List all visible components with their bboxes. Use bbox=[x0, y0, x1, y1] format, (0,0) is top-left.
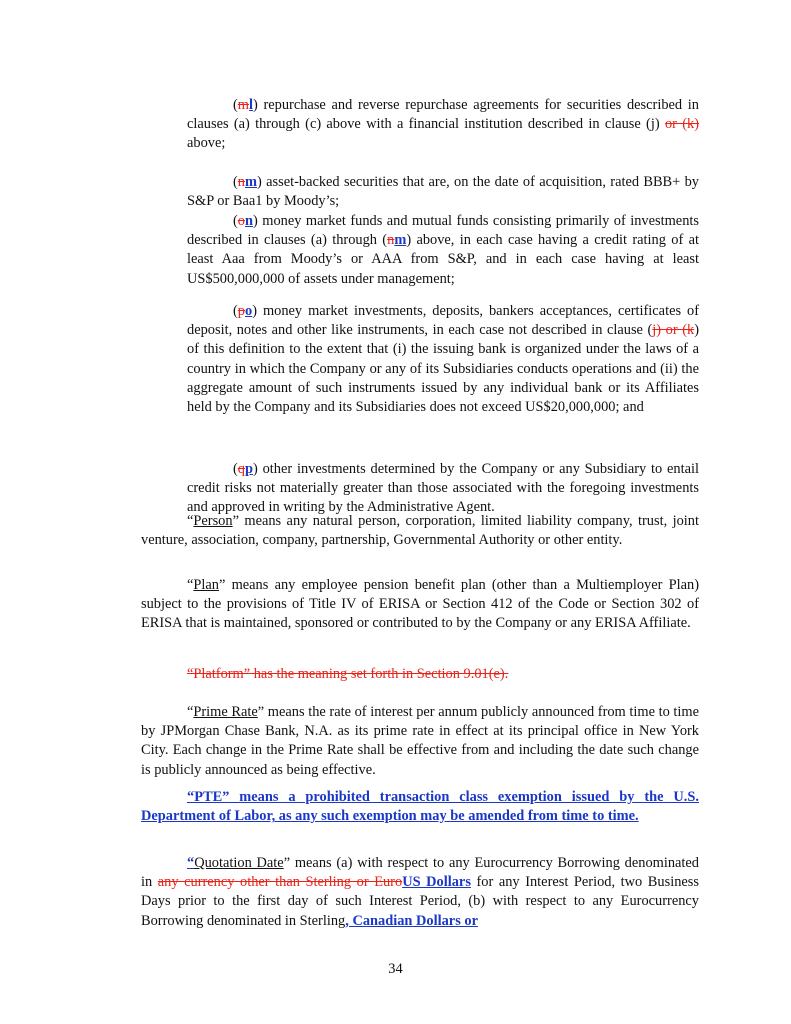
definition-pte-inserted bbox=[141, 788, 699, 826]
text-run: for any Interest Period, two Business Days prior to the first day of such Interest Period, (b) with respect to any Eurocurrency Borrowing denominated in Sterling bbox=[141, 874, 699, 929]
defined-term: Prime Rate bbox=[193, 704, 258, 720]
page-number: 34 bbox=[388, 961, 403, 977]
deleted-text: q bbox=[237, 461, 245, 477]
paragraph-clause-p bbox=[187, 460, 699, 518]
text-run: ) asset-backed securities that are, on the date of acquisition, rated BBB+ by S&P or Baa1 by Moody’s; bbox=[187, 174, 699, 210]
paragraph-clause-l bbox=[187, 96, 699, 154]
deleted-text: “Platform” has the meaning set forth in Section 9.01(e). bbox=[187, 666, 509, 682]
text-run: ) repurchase and reverse repurchase agreements for securities described in clauses (a) through (c) above with a financial institution described in clause (j) bbox=[187, 97, 699, 133]
paragraph-clause-m bbox=[187, 173, 699, 211]
text-run: ) money market funds and mutual funds consisting primarily of investments described in clauses (a) through ( bbox=[187, 213, 699, 249]
inserted-text: l bbox=[249, 97, 253, 113]
inserted-text: m bbox=[394, 232, 407, 249]
text-run: ) money market investments, deposits, bankers acceptances, certificates of deposit, notes and other like instruments, in each case not described in clause ( bbox=[187, 303, 699, 339]
text-run: ” means any natural person, corporation, limited liability company, trust, joint venture, association, company, partnership, Governmental Authority or other entity. bbox=[141, 513, 699, 549]
inserted-text: US Dollars bbox=[402, 874, 471, 891]
deleted-text: o bbox=[237, 213, 245, 229]
text-run: ( bbox=[233, 303, 238, 319]
deleted-text: j) or (k bbox=[652, 322, 695, 339]
inserted-text: n bbox=[245, 213, 254, 229]
definition-platform-deleted bbox=[141, 665, 699, 684]
deleted-text: n bbox=[387, 232, 395, 249]
inserted-text: o bbox=[245, 303, 253, 319]
deleted-text: n bbox=[237, 174, 245, 190]
paragraph-clause-o bbox=[187, 302, 699, 417]
text-run: above; bbox=[187, 135, 226, 152]
text-run: ( bbox=[233, 461, 238, 477]
deleted-text: m bbox=[237, 97, 249, 113]
text-run: ) other investments determined by the Company or any Subsidiary to entail credit risks not materially greater than those associated with the foregoing investments and approved in writing by the Administrative Agent. bbox=[187, 461, 699, 516]
inserted-text: , Canadian Dollars or bbox=[345, 912, 478, 929]
deleted-text: p bbox=[237, 303, 245, 319]
inserted-text: p bbox=[245, 461, 254, 477]
defined-term: Person bbox=[193, 513, 233, 529]
defined-term: Plan bbox=[193, 577, 219, 593]
text-run: “ bbox=[187, 513, 194, 529]
definition-person bbox=[141, 512, 699, 550]
definition-plan bbox=[141, 576, 699, 634]
definition-quotation-date bbox=[141, 854, 699, 931]
inserted-text: m bbox=[245, 174, 257, 190]
text-run: ” means (a) with respect to any Eurocurrency Borrowing denominated in bbox=[141, 855, 700, 891]
deleted-text: or (k) bbox=[664, 116, 699, 133]
text-run: ( bbox=[233, 174, 238, 190]
deleted-text: any currency other than Sterling or Euro bbox=[157, 874, 403, 891]
text-run: ” means the rate of interest per annum publicly announced from time to time by JPMorgan Chase Bank, N.A. as its prime rate in effect at its principal office in New York City. Each change in the Prime Rate shall be effective from and including the date such change is publicly announced as being effective. bbox=[141, 704, 700, 778]
text-run: ) above, in each case having a credit rating of at least Aaa from Moody’s or AAA from S&P, and in each case having at least US$500,000,000 of assets under management; bbox=[187, 232, 699, 287]
defined-term: Quotation Date bbox=[194, 855, 284, 871]
inserted-text: “ bbox=[187, 855, 195, 871]
text-run: ( bbox=[233, 213, 238, 229]
text-run: “ bbox=[187, 577, 194, 593]
definition-prime-rate bbox=[141, 703, 699, 780]
inserted-text: “PTE” means a prohibited transaction class exemption issued by the U.S. Department of Labor, as any such exemption may be amended from time to time. bbox=[141, 789, 699, 825]
text-run: “ bbox=[187, 704, 194, 720]
text-run: ) of this definition to the extent that (i) the issuing bank is organized under the laws of a country in which the Company or any of its Subsidiaries conducts operations and (ii) the aggregate amount of such instruments issued by any individual bank or its Affiliates held by the Company and its Subsidiaries does not exceed US$20,000,000; and bbox=[187, 322, 699, 416]
text-run: ( bbox=[233, 97, 238, 113]
text-run: ” means any employee pension benefit plan (other than a Multiemployer Plan) subject to the provisions of Title IV of ERISA or Section 412 of the Code or Section 302 of ERISA that is maintained, sponsored or contributed to by the Company or any ERISA Affiliate. bbox=[141, 577, 699, 632]
paragraph-clause-n bbox=[187, 212, 699, 289]
